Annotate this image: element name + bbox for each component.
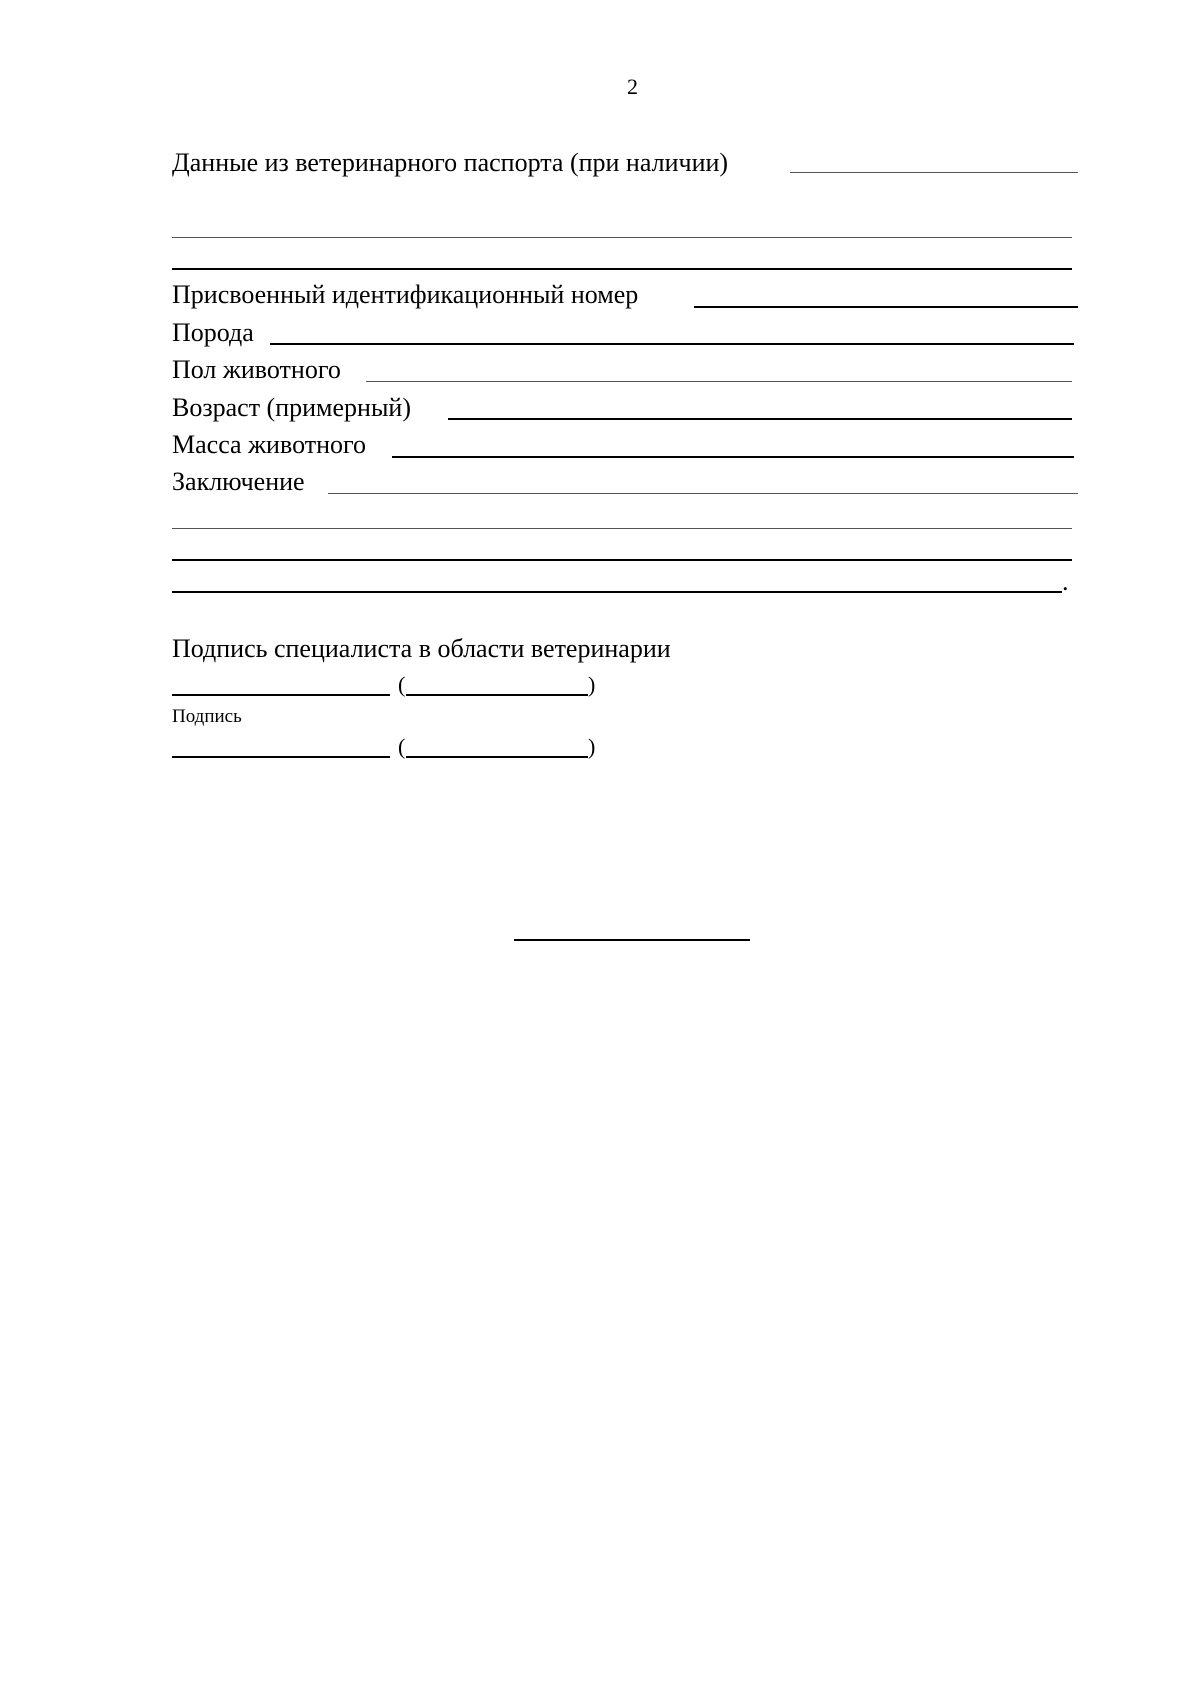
end-period: . [1062,567,1069,596]
name-blank-2[interactable] [406,756,588,758]
signature-sub-label: Подпись [172,706,242,727]
signature-blank-2[interactable] [172,756,390,758]
id-number-label: Присвоенный идентификационный номер [172,280,639,309]
id-number-blank[interactable] [694,306,1078,308]
closing-separator [514,939,750,941]
sex-label: Пол животного [172,355,341,384]
conclusion-blank-line-4[interactable] [172,591,1062,593]
page-number: 2 [627,74,638,99]
name-blank-1[interactable] [406,694,588,696]
close-paren-2: ) [588,734,596,759]
age-blank[interactable] [448,418,1072,420]
conclusion-blank[interactable] [328,493,1078,494]
vet-passport-label: Данные из ветеринарного паспорта (при наличии) [172,148,729,177]
breed-blank[interactable] [270,343,1074,345]
signature-title: Подпись специалиста в области ветеринарии [172,634,671,663]
conclusion-label: Заключение [172,467,305,496]
age-label: Возраст (примерный) [172,393,411,422]
conclusion-blank-line-2[interactable] [172,528,1072,529]
vet-passport-blank-line-3[interactable] [172,268,1072,270]
conclusion-blank-line-3[interactable] [172,559,1072,561]
open-paren-1: ( [398,672,406,697]
sex-blank[interactable] [366,381,1072,382]
vet-passport-blank[interactable] [790,172,1078,173]
open-paren-2: ( [398,734,406,759]
breed-label: Порода [172,318,254,347]
close-paren-1: ) [588,672,596,697]
weight-blank[interactable] [392,456,1074,458]
vet-passport-blank-line-2[interactable] [172,237,1072,238]
weight-label: Масса животного [172,430,367,459]
signature-blank-1[interactable] [172,694,390,696]
